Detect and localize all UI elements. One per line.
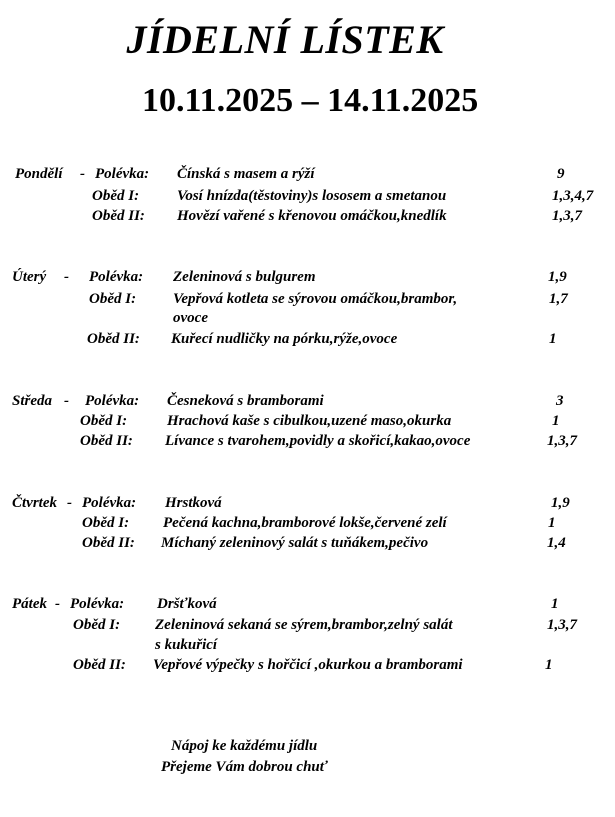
- allergen-codes: 1: [549, 331, 557, 347]
- dish-text: Hrstková: [165, 495, 222, 511]
- dish-text: Míchaný zeleninový salát s tuňákem,pečivo: [161, 535, 429, 551]
- dish-text: Hovězí vařené s křenovou omáčkou,knedlík: [177, 208, 447, 224]
- day-separator: -: [64, 269, 69, 285]
- dish-text: Vepřové výpečky s hořčicí ,okurkou a bramborami: [153, 657, 463, 673]
- dish-text: Kuřecí nudličky na pórku,rýže,ovoce: [171, 331, 398, 347]
- dish-text: Čínská s masem a rýží: [177, 166, 315, 182]
- allergen-codes: 1,7: [549, 291, 568, 307]
- meal-label-lunch2: Oběd II:: [92, 208, 145, 224]
- menu-title: JÍDELNÍ LÍSTEK: [126, 17, 444, 62]
- dish-text: Dršťková: [157, 596, 217, 612]
- meal-label-soup: Polévka:: [89, 269, 144, 285]
- meal-label-lunch2: Oběd II:: [73, 657, 126, 673]
- dish-text: Vepřová kotleta se sýrovou omáčkou,brambor,: [173, 291, 458, 307]
- day-name: Čtvrtek: [12, 495, 57, 511]
- date-range: 10.11.2025 – 14.11.2025: [142, 82, 479, 119]
- meal-label-soup: Polévka:: [85, 393, 140, 409]
- dish-text: Zeleninová s bulgurem: [173, 269, 316, 285]
- day-separator: -: [55, 596, 60, 612]
- meal-label-lunch2: Oběd II:: [80, 433, 133, 449]
- allergen-codes: 1,3,7: [552, 208, 582, 224]
- day-separator: -: [64, 393, 69, 409]
- meal-label-lunch1: Oběd I:: [80, 413, 128, 429]
- meal-label-soup: Polévka:: [82, 495, 137, 511]
- meal-label-soup: Polévka:: [70, 596, 125, 612]
- dish-text-continued: ovoce: [173, 310, 208, 326]
- allergen-codes: 9: [557, 166, 565, 182]
- dish-text: Vosí hnízda(těstoviny)s lososem a smetanou: [177, 188, 447, 204]
- allergen-codes: 1,3,7: [547, 433, 577, 449]
- allergen-codes: 1: [551, 596, 559, 612]
- dish-text-continued: s kukuřicí: [155, 637, 218, 653]
- day-name: Pondělí: [15, 166, 63, 182]
- day-name: Úterý: [12, 269, 47, 285]
- footer-greeting: Přejeme Vám dobrou chuť: [161, 759, 328, 775]
- allergen-codes: 1: [548, 515, 556, 531]
- meal-label-lunch1: Oběd I:: [92, 188, 140, 204]
- allergen-codes: 1,3,7: [547, 617, 577, 633]
- dish-text: Lívance s tvarohem,povidly a skořicí,kakao,ovoce: [165, 433, 471, 449]
- meal-label-soup: Polévka:: [95, 166, 150, 182]
- day-name: Pátek: [12, 596, 47, 612]
- allergen-codes: 1,9: [551, 495, 570, 511]
- meal-label-lunch2: Oběd II:: [82, 535, 135, 551]
- dish-text: Hrachová kaše s cibulkou,uzené maso,okurka: [167, 413, 452, 429]
- day-name: Středa: [12, 393, 53, 409]
- meal-label-lunch2: Oběd II:: [87, 331, 140, 347]
- dish-text: Zeleninová sekaná se sýrem,brambor,zelný salát: [155, 617, 453, 633]
- allergen-codes: 3: [556, 393, 564, 409]
- allergen-codes: 1,3,4,7: [552, 188, 594, 204]
- meal-label-lunch1: Oběd I:: [73, 617, 121, 633]
- allergen-codes: 1: [545, 657, 553, 673]
- allergen-codes: 1: [552, 413, 560, 429]
- dish-text: Pečená kachna,bramborové lokše,červené zelí: [163, 515, 447, 531]
- allergen-codes: 1,4: [547, 535, 566, 551]
- day-separator: -: [80, 166, 85, 182]
- day-separator: -: [67, 495, 72, 511]
- footer-drink-note: Nápoj ke každému jídlu: [171, 738, 318, 754]
- meal-label-lunch1: Oběd I:: [89, 291, 137, 307]
- allergen-codes: 1,9: [548, 269, 567, 285]
- dish-text: Česneková s bramborami: [167, 393, 324, 409]
- meal-label-lunch1: Oběd I:: [82, 515, 130, 531]
